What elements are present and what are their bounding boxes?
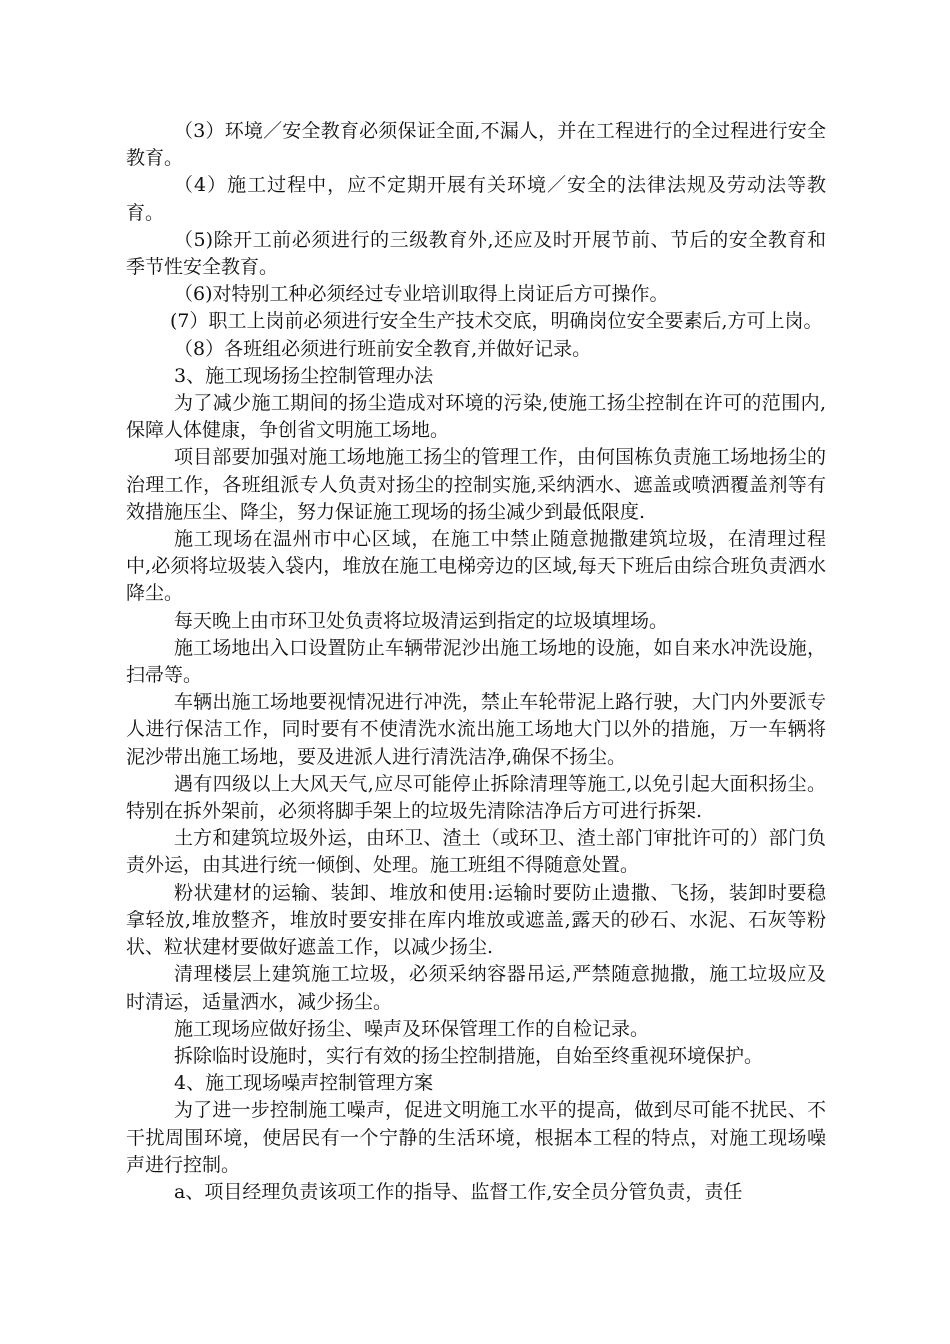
- paragraph-floor-waste: 清理楼层上建筑施工垃圾，必须采纳容器吊运,严禁随意抛撒，施工垃圾应及时清运，适量洒水，减少扬尘。: [126, 963, 826, 1013]
- paragraph-powder-materials: 粉状建材的运输、装卸、堆放和使用:运输时要防止遗撒、飞扬，装卸时要稳拿轻放,堆放整齐，堆放时要安排在库内堆放或遮盖,露天的砂石、水泥、石灰等粉状、粒状建材要做好遮盖工作，以减少扬尘.: [126, 881, 826, 959]
- paragraph-dust-management: 项目部要加强对施工场地施工扬尘的管理工作，由何国栋负责施工场地扬尘的治理工作，各班组派专人负责对扬尘的控制实施,采纳洒水、遮盖或喷洒覆盖剂等有效措施压尘、降尘，努力保证施工现场的扬尘减少到最低限度.: [126, 446, 826, 523]
- document-page: [126, 118, 826, 1206]
- paragraph-item-7: (7）职工上岗前必须进行安全生产技术交底，明确岗位安全要素后,方可上岗。: [170, 310, 823, 333]
- paragraph-temporary-facilities: 拆除临时设施时，实行有效的扬尘控制措施，自始至终重视环境保护。: [174, 1044, 764, 1067]
- paragraph-self-inspection: 施工现场应做好扬尘、噪声及环保管理工作的自检记录。: [174, 1017, 650, 1040]
- paragraph-vehicle-wash: 车辆出施工场地要视情况进行冲洗，禁止车轮带泥上路行驶，大门内外要派专人进行保洁工作，同时要有不使清洗水流出施工场地大门以外的措施，万一车辆将泥沙带出施工场地，要及进派人进行清洗洁净,确保不扬尘。: [126, 691, 826, 768]
- paragraph-item-6: （6)对特别工种必须经过专业培训取得上岗证后方可操作。: [174, 283, 669, 306]
- section-heading-noise-control: 4、施工现场噪声控制管理方案: [174, 1072, 434, 1095]
- paragraph-earthwork-transport: 土方和建筑垃圾外运，由环卫、渣土（或环卫、渣土部门审批许可的）部门负责外运，由其进行统一倾倒、处理。施工班组不得随意处置。: [126, 827, 826, 877]
- section-heading-dust-control: 3、施工现场扬尘控制管理办法: [174, 364, 434, 387]
- paragraph-item-8: （8）各班组必须进行班前安全教育,并做好记录。: [174, 337, 592, 360]
- paragraph-dust-purpose: 为了减少施工期间的扬尘造成对环境的污染,使施工扬尘控制在许可的范围内,保障人体健康，争创省文明施工场地。: [126, 392, 826, 442]
- paragraph-night-removal: 每天晚上由市环卫处负责将垃圾清运到指定的垃圾填埋场。: [174, 609, 669, 632]
- paragraph-item-4: （4）施工过程中，应不定期开展有关环境／安全的法律法规及劳动法等教育。: [126, 174, 826, 224]
- paragraph-site-location: 施工现场在温州市中心区域，在施工中禁止随意抛撒建筑垃圾，在清理过程中,必须将垃圾装入袋内，堆放在施工电梯旁边的区域,每天下班后由综合班负责洒水降尘。: [126, 528, 826, 605]
- paragraph-item-3: （3）环境／安全教育必须保证全面,不漏人，并在工程进行的全过程进行安全教育。: [126, 120, 826, 170]
- paragraph-windy-weather: 遇有四级以上大风天气,应尽可能停止拆除清理等施工,以免引起大面积扬尘。特别在拆外架前，必须将脚手架上的垃圾先清除洁净后方可进行拆架.: [126, 772, 826, 823]
- paragraph-noise-purpose: 为了进一步控制施工噪声，促进文明施工水平的提高，做到尽可能不扰民、不干扰周围环境，使居民有一个宁静的生活环境，根据本工程的特点，对施工现场噪声进行控制。: [126, 1099, 826, 1176]
- paragraph-entrance-wash: 施工场地出入口设置防止车辆带泥沙出施工场地的设施，如自来水冲洗设施，扫帚等。: [126, 636, 826, 687]
- paragraph-item-5: （5)除开工前必须进行的三级教育外,还应及时开展节前、节后的安全教育和季节性安全教育。: [126, 228, 826, 279]
- paragraph-item-a: a、项目经理负责该项工作的指导、监督工作,安全员分管负责，责任: [174, 1180, 743, 1203]
